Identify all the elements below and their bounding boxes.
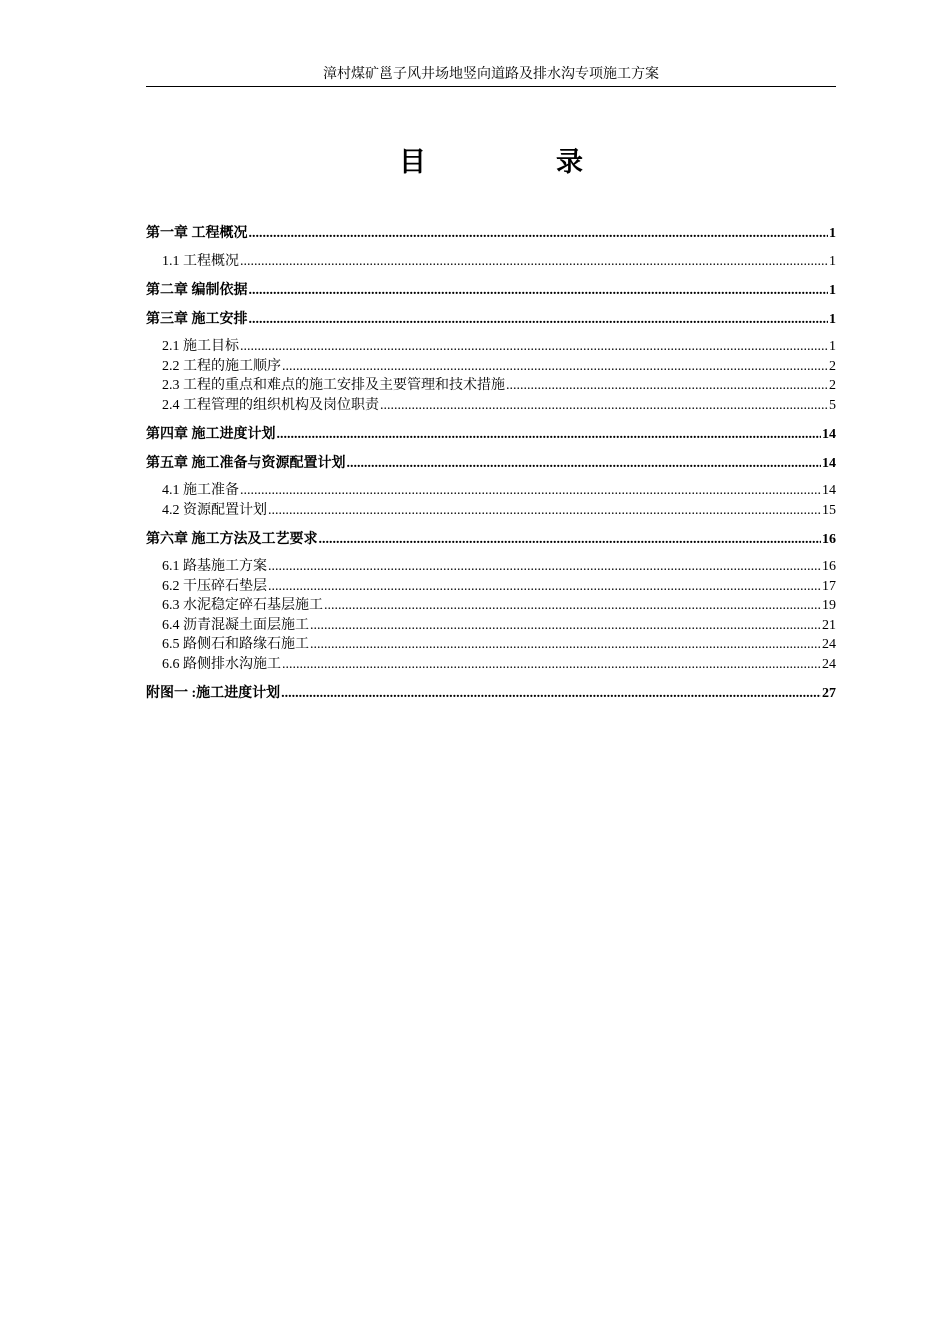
table-of-contents — [146, 224, 836, 713]
toc-entry-label: 第三章 施工安排 — [146, 311, 248, 327]
toc-entry-6-5[interactable] — [146, 635, 836, 655]
toc-entry-page: 1 — [829, 311, 836, 327]
toc-entry-page: 16 — [822, 559, 836, 574]
toc-entry-6-4[interactable] — [146, 616, 836, 636]
toc-entry-page: 21 — [822, 617, 836, 633]
toc-entry-4-1[interactable] — [146, 481, 836, 501]
toc-heading-left: 目 — [399, 147, 426, 178]
toc-dot-leader — [277, 425, 822, 445]
toc-entry-label: 2.2 工程的施工顺序 — [162, 358, 281, 374]
toc-entry-page: 17 — [822, 578, 836, 594]
toc-entry-label: 第六章 施工方法及工艺要求 — [146, 531, 318, 547]
toc-entry-6-6[interactable] — [146, 655, 836, 675]
toc-entry-2-3[interactable] — [146, 376, 836, 396]
toc-entry-4-2[interactable] — [146, 501, 836, 521]
toc-entry-6-3[interactable] — [146, 596, 836, 616]
toc-entry-label: 6.6 路侧排水沟施工 — [162, 656, 281, 672]
toc-entry-label: 附图一 :施工进度计划 — [146, 685, 281, 701]
toc-entry-appendix-1[interactable] — [146, 684, 836, 704]
toc-entry-label: 4.2 资源配置计划 — [162, 502, 267, 518]
toc-dot-leader — [268, 501, 821, 521]
toc-entry-page: 2 — [829, 358, 836, 374]
toc-dot-leader — [310, 635, 821, 655]
toc-entry-page: 2 — [829, 378, 836, 393]
toc-dot-leader — [281, 684, 821, 704]
toc-entry-page: 19 — [822, 598, 836, 613]
toc-entry-label: 2.1 施工目标 — [162, 339, 239, 354]
toc-entry-2-4[interactable] — [146, 396, 836, 416]
toc-entry-chapter-3[interactable] — [146, 310, 836, 330]
toc-entry-page: 1 — [829, 339, 836, 354]
toc-entry-label: 6.2 干压碎石垫层 — [162, 578, 267, 594]
toc-dot-leader — [282, 655, 821, 675]
document-title: 漳村煤矿邕子风井场地竖向道路及排水沟专项施工方案 — [323, 67, 659, 82]
toc-entry-page: 5 — [829, 397, 836, 413]
toc-entry-6-2[interactable] — [146, 577, 836, 597]
toc-dot-leader — [268, 577, 821, 597]
toc-entry-page: 14 — [822, 483, 836, 498]
toc-dot-leader — [347, 454, 822, 474]
toc-entry-page: 15 — [822, 502, 836, 518]
toc-dot-leader — [249, 310, 829, 330]
toc-entry-page: 1 — [829, 282, 836, 298]
toc-entry-page: 24 — [822, 656, 836, 672]
toc-entry-label: 4.1 施工准备 — [162, 483, 239, 498]
toc-dot-leader — [380, 396, 828, 416]
toc-entry-page: 14 — [822, 426, 836, 442]
toc-entry-chapter-1[interactable] — [146, 224, 836, 244]
toc-entry-label: 第一章 工程概况 — [146, 226, 248, 241]
toc-entry-label: 第四章 施工进度计划 — [146, 426, 276, 442]
toc-entry-label: 2.4 工程管理的组织机构及岗位职责 — [162, 397, 379, 413]
page-header — [146, 66, 836, 87]
toc-entry-label: 6.4 沥青混凝土面层施工 — [162, 617, 309, 633]
toc-entry-chapter-5[interactable] — [146, 454, 836, 474]
toc-heading-right: 录 — [556, 147, 583, 178]
toc-entry-2-2[interactable] — [146, 357, 836, 377]
toc-entry-label: 6.1 路基施工方案 — [162, 559, 267, 574]
toc-entry-label: 2.3 工程的重点和难点的施工安排及主要管理和技术措施 — [162, 378, 505, 393]
toc-entry-page: 24 — [822, 637, 836, 652]
toc-entry-1-1[interactable] — [146, 252, 836, 272]
toc-dot-leader — [249, 224, 829, 244]
toc-entry-page: 14 — [822, 455, 836, 471]
toc-entry-chapter-4[interactable] — [146, 425, 836, 445]
toc-entry-chapter-6[interactable] — [146, 530, 836, 550]
toc-entry-label: 1.1 工程概况 — [162, 253, 239, 269]
toc-entry-label: 6.3 水泥稳定碎石基层施工 — [162, 598, 323, 613]
toc-entry-label: 第五章 施工准备与资源配置计划 — [146, 455, 346, 471]
toc-dot-leader — [268, 557, 821, 577]
toc-dot-leader — [310, 616, 821, 636]
toc-entry-label: 第二章 编制依据 — [146, 282, 248, 298]
toc-entry-chapter-2[interactable] — [146, 281, 836, 301]
toc-entry-page: 1 — [829, 253, 836, 269]
toc-dot-leader — [240, 481, 821, 501]
toc-entry-page: 1 — [829, 226, 836, 241]
toc-entry-page: 16 — [822, 531, 836, 547]
toc-dot-leader — [249, 281, 829, 301]
toc-entry-label: 6.5 路侧石和路缘石施工 — [162, 637, 309, 652]
toc-entry-6-1[interactable] — [146, 557, 836, 577]
toc-heading — [146, 146, 836, 180]
toc-dot-leader — [319, 530, 822, 550]
toc-entry-page: 27 — [822, 685, 836, 701]
toc-dot-leader — [240, 252, 828, 272]
toc-entry-2-1[interactable] — [146, 337, 836, 357]
toc-dot-leader — [240, 337, 828, 357]
toc-dot-leader — [506, 376, 828, 396]
toc-dot-leader — [324, 596, 821, 616]
toc-dot-leader — [282, 357, 828, 377]
